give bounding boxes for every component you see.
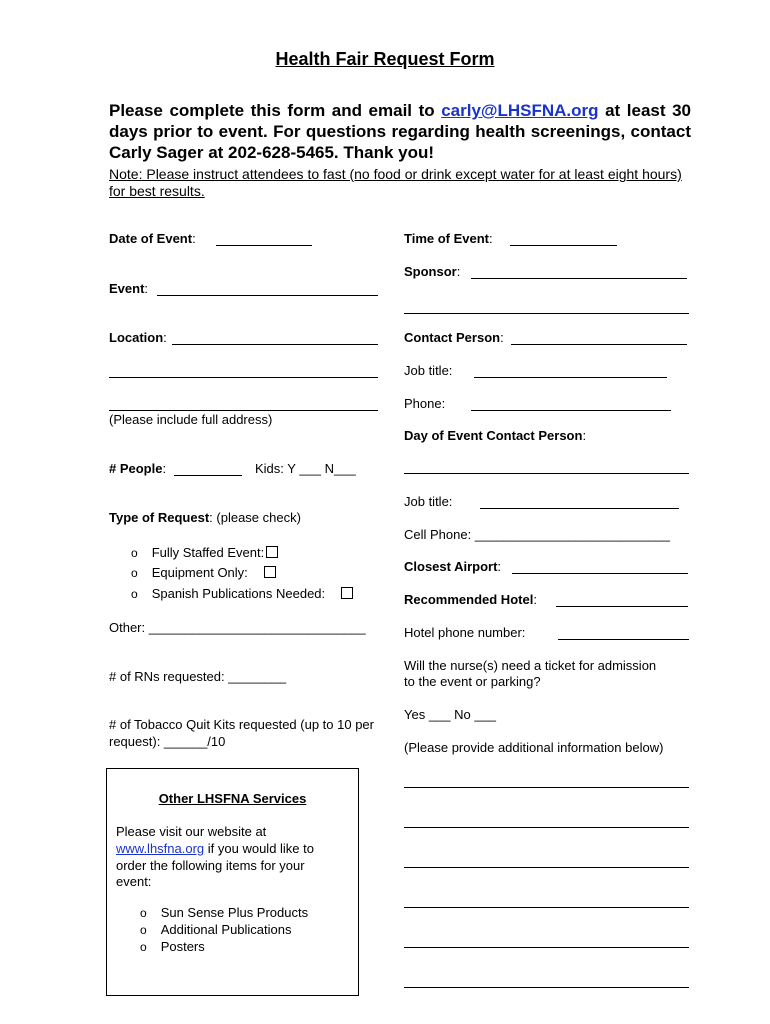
other-field[interactable]: Other: ______________________________ (109, 620, 366, 635)
time-of-event-label: Time of Event: (404, 231, 493, 246)
spanish-publications-checkbox[interactable] (341, 587, 353, 599)
additional-info-line-5[interactable] (404, 947, 689, 948)
job-title-label: Job title: (404, 363, 453, 378)
phone-label: Phone: (404, 396, 446, 411)
additional-info-line-3[interactable] (404, 867, 689, 868)
address-hint: (Please include full address) (109, 412, 273, 427)
option-fully-staffed: o Fully Staffed Event: (131, 545, 278, 560)
location-field-line-3[interactable] (109, 410, 378, 411)
sponsor-field[interactable] (471, 278, 687, 279)
time-of-event-field[interactable] (510, 245, 617, 246)
hotel-phone-field[interactable] (558, 639, 689, 640)
date-of-event-label: Date of Event: (109, 231, 196, 246)
day-of-event-contact-field[interactable] (404, 473, 689, 474)
bullet-icon: o (131, 566, 138, 580)
service-item: o Posters (140, 939, 205, 954)
email-link[interactable]: carly@LHSFNA.org (441, 101, 599, 120)
intro-paragraph (109, 100, 691, 163)
services-box (106, 768, 359, 996)
equipment-only-checkbox[interactable] (264, 566, 276, 578)
ticket-question-line-2: to the event or parking? (404, 674, 541, 689)
services-line-4: event: (116, 874, 152, 889)
ticket-question-line-1: Will the nurse(s) need a ticket for admission (404, 658, 657, 673)
additional-info-line-1[interactable] (404, 787, 689, 788)
intro-text-post: at least 30 days prior to event. For questions regarding health screenings, contact Carly Sager at 202-628-5465. Thank you! (109, 101, 691, 162)
phone-field[interactable] (471, 410, 671, 411)
job-title-2-label: Job title: (404, 494, 453, 509)
date-of-event-field[interactable] (216, 245, 312, 246)
bullet-icon: o (140, 940, 147, 954)
recommended-hotel-field[interactable] (556, 606, 688, 607)
service-item: o Additional Publications (140, 922, 292, 937)
closest-airport-label: Closest Airport: (404, 559, 502, 574)
sponsor-field-line-2[interactable] (404, 313, 689, 314)
type-of-request-label: Type of Request: (please check) (109, 510, 301, 525)
day-of-event-contact-label: Day of Event Contact Person: (404, 428, 587, 443)
contact-person-label: Contact Person: (404, 330, 504, 345)
job-title-2-field[interactable] (480, 508, 679, 509)
bullet-icon: o (131, 546, 138, 560)
event-label: Event: (109, 281, 149, 296)
bullet-icon: o (140, 906, 147, 920)
people-field[interactable] (174, 475, 242, 476)
job-title-field[interactable] (474, 377, 667, 378)
additional-info-hint: (Please provide additional information below) (404, 740, 664, 755)
tobacco-kits-field[interactable]: request): ______/10 (109, 734, 226, 749)
additional-info-line-6[interactable] (404, 987, 689, 988)
location-label: Location: (109, 330, 167, 345)
contact-person-field[interactable] (511, 344, 687, 345)
fully-staffed-checkbox[interactable] (266, 546, 278, 558)
location-field-line-2[interactable] (109, 377, 378, 378)
recommended-hotel-label: Recommended Hotel: (404, 592, 537, 607)
location-field[interactable] (172, 344, 378, 345)
services-line-1: Please visit our website at (116, 824, 267, 839)
intro-text-pre: Please complete this form and email to (109, 101, 442, 120)
hotel-phone-label: Hotel phone number: (404, 625, 526, 640)
additional-info-line-2[interactable] (404, 827, 689, 828)
service-item: o Sun Sense Plus Products (140, 905, 309, 920)
website-link[interactable]: www.lhsfna.org (116, 841, 205, 856)
ticket-yes-no-field[interactable]: Yes ___ No ___ (404, 707, 497, 722)
services-heading: Other LHSFNA Services (158, 791, 307, 806)
additional-info-line-4[interactable] (404, 907, 689, 908)
fasting-note: Note: Please instruct attendees to fast (no food or drink except water for at least eight hours) for best results. (109, 166, 682, 199)
option-spanish-publications: o Spanish Publications Needed: (131, 586, 353, 601)
people-label: # People: (109, 461, 167, 476)
rns-requested-field[interactable]: # of RNs requested: ________ (109, 669, 287, 684)
sponsor-label: Sponsor: (404, 264, 461, 279)
services-line-2: www.lhsfna.org if you would like to (116, 841, 314, 856)
bullet-icon: o (131, 587, 138, 601)
bullet-icon: o (140, 923, 147, 937)
kids-field[interactable]: Kids: Y ___ N___ (255, 461, 356, 476)
closest-airport-field[interactable] (512, 573, 688, 574)
event-field[interactable] (157, 295, 378, 296)
tobacco-kits-label: # of Tobacco Quit Kits requested (up to 10 per (109, 717, 374, 732)
page-title: Health Fair Request Form (275, 49, 495, 69)
option-equipment-only: o Equipment Only: (131, 565, 276, 580)
services-line-3: order the following items for your (116, 858, 305, 873)
cell-phone-field[interactable]: Cell Phone: ___________________________ (404, 527, 671, 542)
